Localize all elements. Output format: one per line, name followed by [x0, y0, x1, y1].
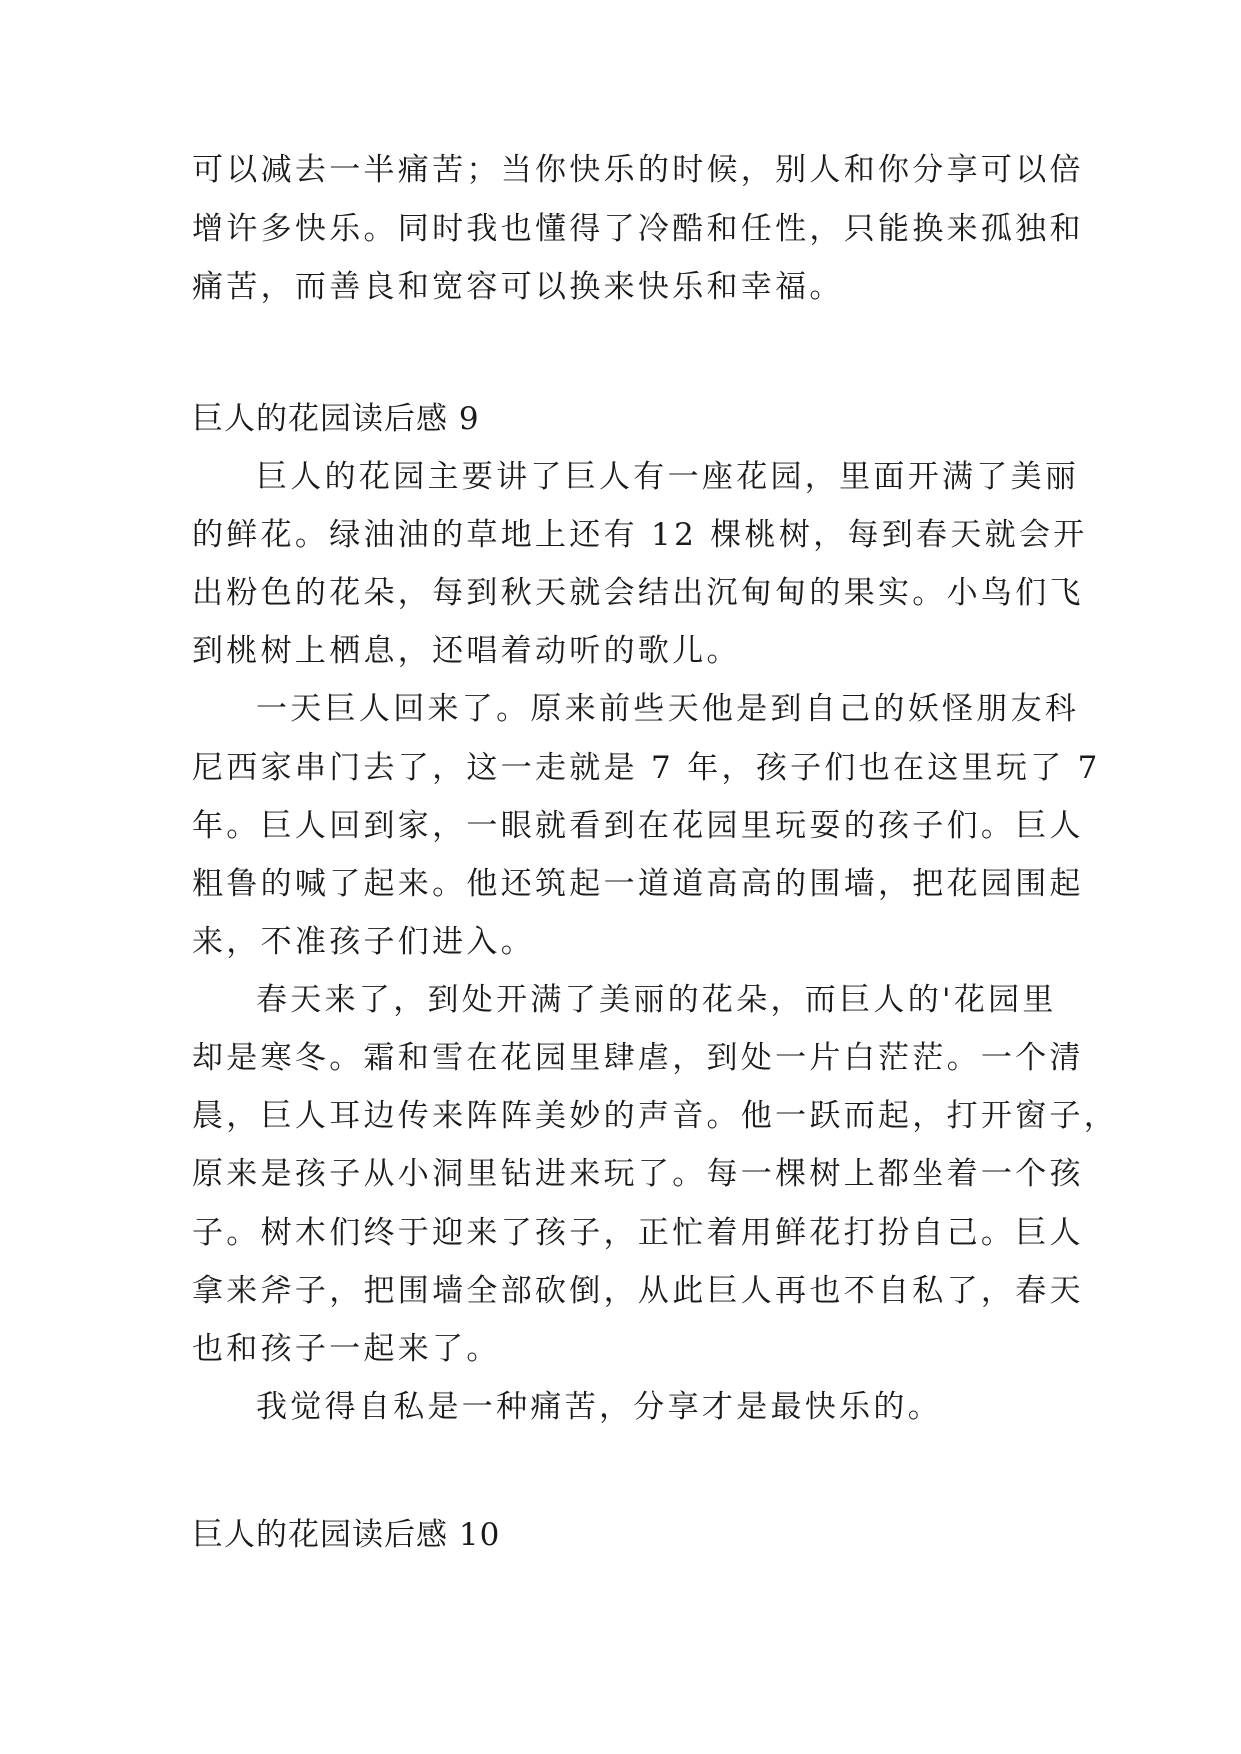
paragraph-line: 拿来斧子，把围墙全部砍倒，从此巨人再也不自私了，春天 [192, 1273, 1084, 1309]
paragraph-line: 原来是孩子从小洞里钻进来玩了。每一棵树上都坐着一个孩 [192, 1156, 1084, 1192]
paragraph-line: 可以减去一半痛苦；当你快乐的时候，别人和你分享可以倍 [192, 152, 1084, 188]
paragraph-line: 晨，巨人耳边传来阵阵美妙的声音。他一跃而起，打开窗子， [192, 1098, 1119, 1134]
paragraph-line: 增许多快乐。同时我也懂得了冷酷和任性，只能换来孤独和 [192, 211, 1084, 247]
paragraph-line: 痛苦，而善良和宽容可以换来快乐和幸福。 [192, 269, 844, 305]
paragraph-line: 年。巨人回到家，一眼就看到在花园里玩耍的孩子们。巨人 [192, 808, 1084, 844]
paragraph-line: 却是寒冬。霜和雪在花园里肆虐，到处一片白茫茫。一个清 [192, 1040, 1084, 1076]
paragraph-line: 出粉色的花朵，每到秋天就会结出沉甸甸的果实。小鸟们飞 [192, 575, 1084, 611]
paragraph-line: 巨人的花园主要讲了巨人有一座花园，里面开满了美丽 [256, 459, 1080, 495]
section-heading: 巨人的花园读后感 9 [192, 401, 480, 437]
paragraph-line: 我觉得自私是一种痛苦，分享才是最快乐的。 [256, 1389, 942, 1425]
paragraph-line: 到桃树上栖息，还唱着动听的歌儿。 [192, 633, 741, 669]
paragraph-line: 子。树木们终于迎来了孩子，正忙着用鲜花打扮自己。巨人 [192, 1215, 1084, 1251]
paragraph-line: 粗鲁的喊了起来。他还筑起一道道高高的围墙，把花园围起 [192, 866, 1084, 902]
section-heading: 巨人的花园读后感 10 [192, 1517, 501, 1553]
paragraph-line: 一天巨人回来了。原来前些天他是到自己的妖怪朋友科 [256, 691, 1080, 727]
paragraph-line: 来，不准孩子们进入。 [192, 924, 535, 960]
paragraph-line: 春天来了，到处开满了美丽的花朵，而巨人的'花园里 [256, 982, 1057, 1018]
paragraph-line: 的鲜花。绿油油的草地上还有 12 棵桃树，每到春天就会开 [192, 517, 1088, 553]
paragraph-line: 尼西家串门去了，这一走就是 7 年，孩子们也在这里玩了 7 [192, 750, 1101, 786]
paragraph-line: 也和孩子一起来了。 [192, 1331, 501, 1367]
